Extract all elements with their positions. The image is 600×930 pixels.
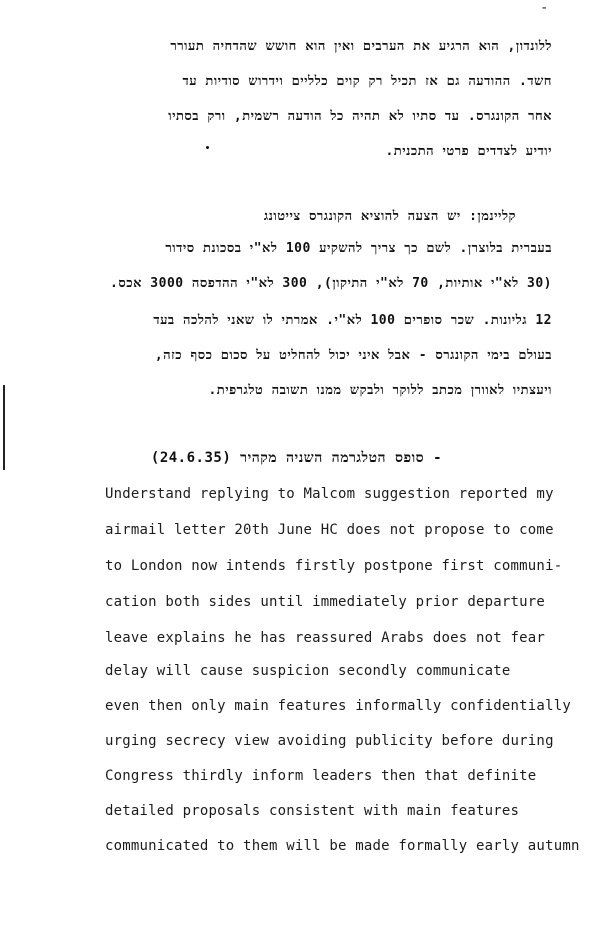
english-line: cation both sides until immediately prior departure [105, 594, 546, 610]
hebrew-line: יודיע לצדדים פרטי התכנית. [385, 144, 552, 159]
english-line: detailed proposals consistent with main features [105, 803, 520, 819]
top-margin-mark: - [540, 0, 549, 16]
hebrew-line: 12 גליונות. שכר סופרים 100 לא"י. אמרתי לו שאני להלכה בעד [153, 313, 552, 328]
hebrew-line: (30 לא"י אותיות, 70 לא"י התיקון), 300 לא"י ההדפסה 3000 אכס. [110, 276, 552, 291]
hebrew-line: ויעצתיו לאוורן מכתב ללוקר ולבקש ממנו תשובה טלגרפית. [208, 383, 552, 398]
english-line: Understand replying to Malcom suggestion reported my [105, 486, 554, 502]
hebrew-line: חשד. ההודעה גם אז תכיל רק קוים כלליים וידרוש סודיות עד [182, 74, 552, 89]
english-line: leave explains he has reassured Arabs does not fear [105, 630, 546, 646]
margin-bar [3, 385, 5, 470]
hebrew-line: בעולם בימי הקונגרס - אבל איני יכול להחליט על סכום כסף כזה, [154, 348, 552, 363]
hebrew-line: ללונדון, הוא הרגיע את הערבים ואין הוא חושש שהדחיה תעורר [170, 39, 552, 54]
stray-dot [206, 146, 209, 149]
hebrew-line: אחר הקונגרס. עד סתיו לא תהיה כל הודעה רשמית, ורק בסתיו [168, 109, 552, 124]
english-line: even then only main features informally confidentially [105, 698, 571, 714]
english-line: communicated to them will be made formally early autumn [105, 838, 580, 854]
english-line: airmail letter 20th June HC does not propose to come [105, 522, 554, 538]
english-line: urging secrecy view avoiding publicity before during [105, 733, 554, 749]
english-line: Congress thirdly inform leaders then that definite [105, 768, 537, 784]
hebrew-line: קליינמן: יש הצעה להוציא הקונגרס צייטונג [263, 209, 516, 224]
english-line: to London now intends firstly postpone first communi- [105, 558, 563, 574]
english-line: delay will cause suspicion secondly communicate [105, 663, 511, 679]
telegram-heading: - סופס הטלגרמה השניה מקהיר (24.6.35) [150, 450, 442, 466]
hebrew-line: בעברית בלוצרן. לשם כך צריך להשקיע 100 לא"י בסכונת סידור [165, 241, 552, 256]
